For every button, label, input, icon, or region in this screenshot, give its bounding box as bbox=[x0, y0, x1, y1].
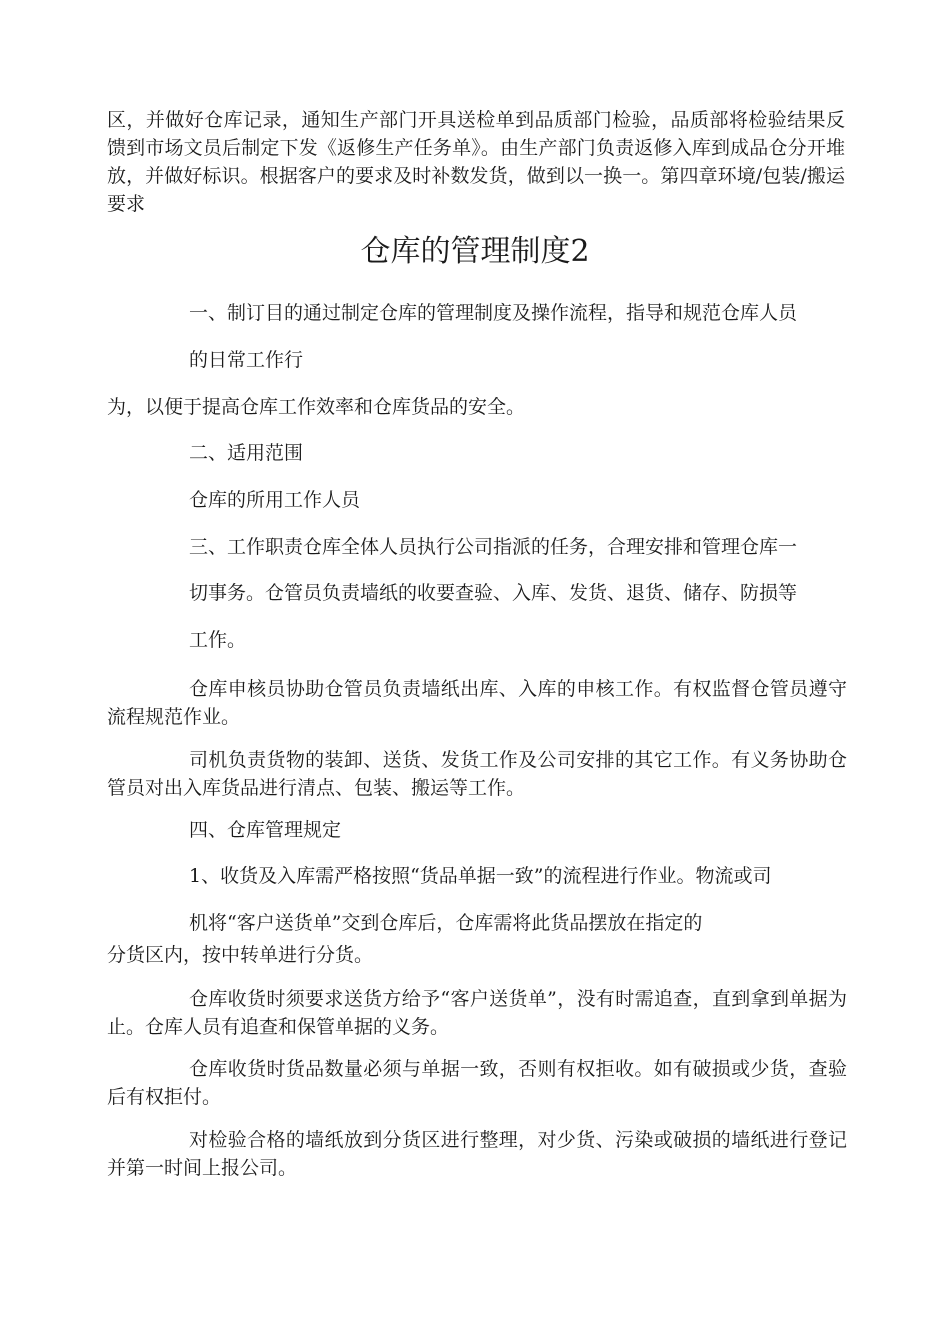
page-title: 仓库的管理制度2 bbox=[360, 234, 590, 269]
section-1-line-1: 一、制订目的通过制定仓库的管理制度及操作流程，指导和规范仓库人员 bbox=[189, 302, 798, 324]
inspection-paragraph: 对检验合格的墙纸放到分货区进行整理，对少货、污染或破损的墙纸进行登记并第一时间上报公司。 bbox=[107, 1129, 847, 1179]
section-3-line-2: 切事务。仓管员负责墙纸的收要查验、入库、发货、退货、储存、防损等 bbox=[189, 582, 798, 604]
rule-1-line-1: 1、收货及入库需严格按照“货品单据一致”的流程进行作业。物流或司 bbox=[189, 865, 772, 887]
driver-paragraph: 司机负责货物的装卸、送货、发货工作及公司安排的其它工作。有义务协助仓管员对出入库货品进行清点、包装、搬运等工作。 bbox=[107, 749, 847, 799]
auditor-paragraph: 仓库申核员协助仓管员负责墙纸出库、入库的申核工作。有权监督仓管员遵守流程规范作业。 bbox=[107, 678, 847, 728]
section-1-line-3: 为，以便于提高仓库工作效率和仓库货品的安全。 bbox=[107, 396, 526, 418]
section-3-line-3: 工作。 bbox=[189, 629, 247, 651]
section-4-heading: 四、仓库管理规定 bbox=[189, 819, 342, 841]
receipt-paragraph: 仓库收货时须要求送货方给予“客户送货单”，没有时需追查，直到拿到单据为止。仓库人员有追查和保管单据的义务。 bbox=[107, 988, 847, 1038]
section-3-line-1: 三、工作职责仓库全体人员执行公司指派的任务，合理安排和管理仓库一 bbox=[189, 536, 798, 558]
quantity-paragraph: 仓库收货时货品数量必须与单据一致，否则有权拒收。如有破损或少货，查验后有权拒付。 bbox=[107, 1058, 847, 1108]
intro-paragraph: 区，并做好仓库记录，通知生产部门开具送检单到品质部门检验，品质部将检验结果反馈到市场文员后制定下发《返修生产任务单》。由生产部门负责返修入库到成品仓分开堆放，并做好标识。根据客户的要求及时补数发货，做到以一换一。第四章环境/包装/搬运要求 bbox=[107, 109, 845, 215]
section-1-line-2: 的日常工作行 bbox=[189, 349, 304, 371]
section-2-heading: 二、适用范围 bbox=[189, 442, 304, 464]
rule-1-line-2: 机将“客户送货单”交到仓库后，仓库需将此货品摆放在指定的 bbox=[189, 912, 703, 934]
rule-1-line-3: 分货区内，按中转单进行分货。 bbox=[107, 944, 374, 966]
section-2-body: 仓库的所用工作人员 bbox=[189, 489, 361, 511]
